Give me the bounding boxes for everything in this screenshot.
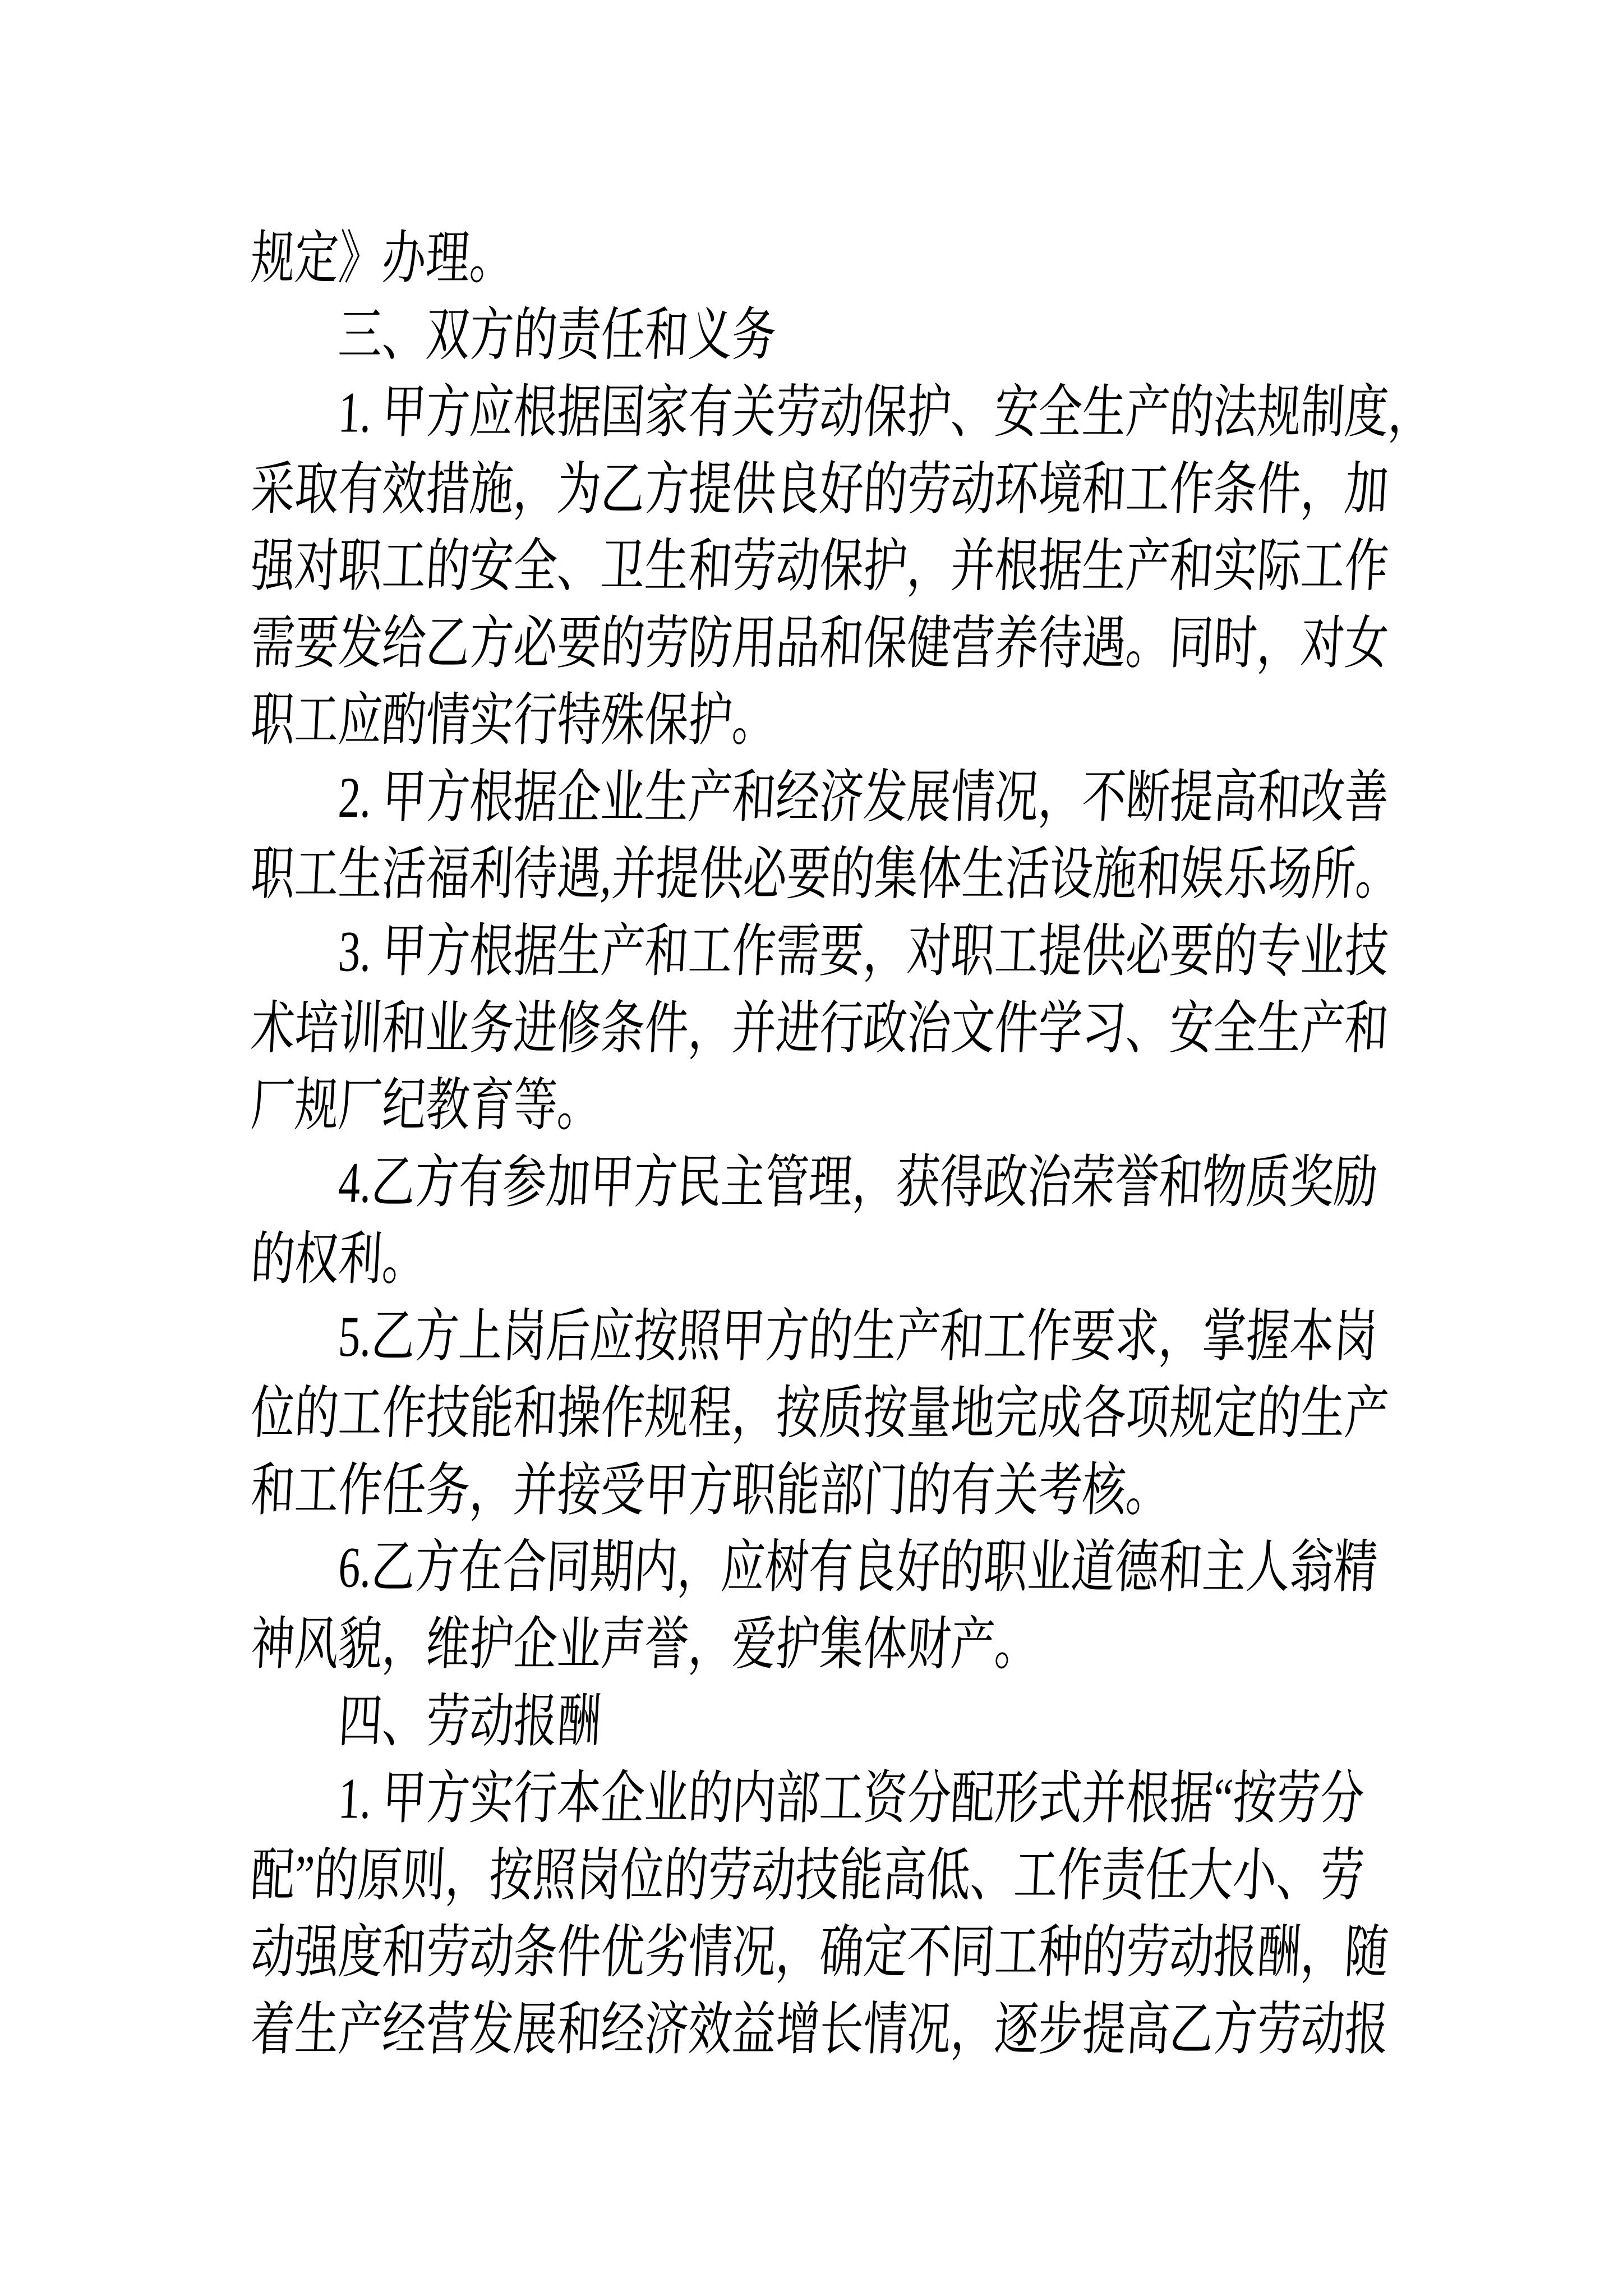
text-line: 术培训和业务进修条件，并进行政治文件学习、安全生产和 [249, 996, 1390, 1061]
section-3-item-6 [249, 1529, 1430, 1683]
text-line: 动强度和劳动条件优劣情况，确定不同工种的劳动报酬，随 [249, 1920, 1390, 1985]
text-line: 神风貌，维护企业声誉，爱护集体财产。 [249, 1612, 1040, 1677]
text-line: 需要发给乙方必要的劳防用品和保健营养待遇。同时，对女 [249, 610, 1390, 675]
text-line: 4.乙方有参加甲方民主管理，获得政治荣誉和物质奖励 [249, 1149, 1380, 1214]
text-line: 的权利。 [249, 1227, 428, 1292]
text-line: 厂规厂纪教育等。 [249, 1073, 603, 1138]
text-line: 3. 甲方根据生产和工作需要，对职工提供必要的专业技 [249, 919, 1390, 983]
text-line: 2. 甲方根据企业生产和经济发展情况，不断提高和改善 [249, 765, 1390, 830]
text-line: 5.乙方上岗后应按照甲方的生产和工作要求，掌握本岗 [249, 1304, 1380, 1369]
section-3-item-5 [249, 1298, 1430, 1529]
text-line: 规定》办理。 [249, 226, 515, 291]
section-4-item-1 [249, 1760, 1430, 2068]
section-3-item-1 [249, 374, 1434, 759]
text-line: 配”的原则，按照岗位的劳动技能高低、工作责任大小、劳 [249, 1843, 1366, 1908]
text-line: 6.乙方在合同期内，应树有良好的职业道德和主人翁精 [249, 1535, 1380, 1600]
text-line: 四、劳动报酬 [249, 1688, 603, 1754]
section-4-heading [249, 1683, 1430, 1760]
text-line: 职工生活福利待遇,并提供必要的集体生活设施和娱乐场所。 [249, 841, 1401, 907]
text-line: 采取有效措施，为乙方提供良好的劳动环境和工作条件，加 [249, 457, 1390, 522]
section-3-item-2 [249, 759, 1430, 913]
section-3-item-3 [249, 913, 1430, 1144]
text-line: 1. 甲方应根据国家有关劳动保护、安全生产的法规制度， [249, 380, 1434, 444]
text-line: 1. 甲方实行本企业的内部工资分配形式并根据“按劳分 [249, 1766, 1366, 1830]
section-3-item-4 [249, 1144, 1430, 1298]
text-line: 位的工作技能和操作规程，按质按量地完成各项规定的生产 [249, 1381, 1390, 1446]
text-line: 强对职工的安全、卫生和劳动保护，并根据生产和实际工作 [249, 533, 1390, 599]
section-3-heading [249, 297, 1430, 374]
previous-clause-continuation [249, 220, 1430, 297]
text-line: 着生产经营发展和经济效益增长情况，逐步提高乙方劳动报 [249, 1997, 1390, 2062]
contract-text-block [249, 220, 1434, 2068]
text-line: 职工应酌情实行特殊保护。 [249, 688, 778, 753]
text-line: 三、双方的责任和义务 [249, 302, 778, 367]
text-line: 和工作任务，并接受甲方职能部门的有关考核。 [249, 1458, 1172, 1522]
